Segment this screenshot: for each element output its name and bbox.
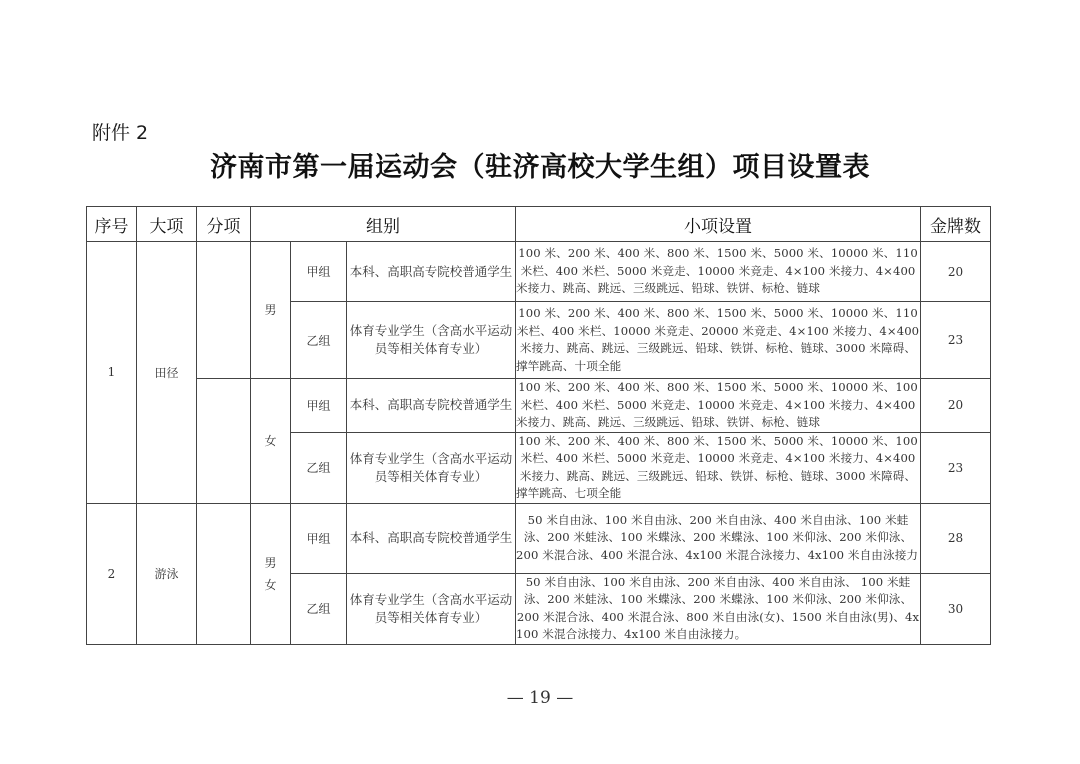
table-row	[87, 379, 991, 433]
event-list: 100 米、200 米、400 米、800 米、1500 米、5000 米、10000 米、110 米栏、400 米栏、10000 米竞走、20000 米竞走、4×100 米接力、4×400 米接力、跳高、跳远、三级跳远、铅球、铁饼、标枪、链球、3000 米障碍、撑竿跳高、十项全能	[516, 302, 921, 379]
group-desc: 体育专业学生（含高水平运动员等相关体育专业）	[347, 432, 516, 503]
event-list: 100 米、200 米、400 米、800 米、1500 米、5000 米、10000 米、100 米栏、400 米栏、5000 米竞走、10000 米竞走、4×100 米接力、4×400 米接力、跳高、跳远、三级跳远、铅球、铁饼、标枪、链球、3000 米障碍、撑竿跳高、七项全能	[516, 432, 921, 503]
sport-name: 田径	[137, 242, 197, 504]
gender-label: 女	[264, 433, 277, 448]
group-desc: 本科、高职高专院校普通学生	[347, 379, 516, 433]
sport-name: 游泳	[137, 503, 197, 644]
gender-label: 男	[264, 303, 277, 317]
sub-item-cell	[197, 242, 251, 379]
table-row	[87, 242, 991, 302]
group-cell: 甲组	[291, 379, 347, 433]
gold-count: 30	[921, 573, 991, 644]
event-settings-table	[86, 206, 991, 645]
header-major: 大项	[137, 207, 197, 242]
gold-count: 20	[921, 379, 991, 433]
group-cell: 乙组	[291, 302, 347, 379]
event-list: 50 米自由泳、100 米自由泳、200 米自由泳、400 米自由泳、 100 米蛙泳、200 米蛙泳、100 米蝶泳、200 米蝶泳、100 米仰泳、200 米仰泳、200 米混合泳、400 米混合泳、800 米自由泳(女)、1500 米自由泳(男)、4x 100 米混合泳接力、4x100 米自由泳接力。	[516, 573, 921, 644]
event-list: 100 米、200 米、400 米、800 米、1500 米、5000 米、10000 米、110 米栏、400 米栏、5000 米竞走、10000 米竞走、4×100 米接力、4×400 米接力、跳高、跳远、三级跳远、铅球、铁饼、标枪、链球	[516, 242, 921, 302]
group-desc: 体育专业学生（含高水平运动员等相关体育专业）	[347, 302, 516, 379]
gender-cell	[251, 242, 291, 379]
gender-cell	[251, 503, 291, 644]
sport-index: 2	[87, 503, 137, 644]
attachment-label: 附件 2	[92, 122, 149, 144]
document-title: 济南市第一届运动会（驻济高校大学生组）项目设置表	[210, 152, 870, 183]
sport-index: 1	[87, 242, 137, 504]
page-number: — 19 —	[506, 688, 574, 708]
header-events: 小项设置	[516, 207, 921, 242]
group-desc: 体育专业学生（含高水平运动员等相关体育专业）	[347, 573, 516, 644]
group-cell: 乙组	[291, 432, 347, 503]
header-gold: 金牌数	[921, 207, 991, 242]
sub-item-cell	[197, 503, 251, 644]
group-cell: 甲组	[291, 503, 347, 573]
table-row	[87, 503, 991, 573]
gold-count: 23	[921, 302, 991, 379]
group-desc: 本科、高职高专院校普通学生	[347, 503, 516, 573]
header-sub: 分项	[197, 207, 251, 242]
group-cell: 甲组	[291, 242, 347, 302]
gold-count: 23	[921, 432, 991, 503]
gender-cell	[251, 379, 291, 504]
gold-count: 20	[921, 242, 991, 302]
header-group: 组别	[251, 207, 516, 242]
gold-count: 28	[921, 503, 991, 573]
header-index: 序号	[87, 207, 137, 242]
event-list: 100 米、200 米、400 米、800 米、1500 米、5000 米、10000 米、100 米栏、400 米栏、5000 米竞走、10000 米竞走、4×100 米接力、4×400 米接力、跳高、跳远、三级跳远、铅球、铁饼、标枪、链球	[516, 379, 921, 433]
table-header-row	[87, 207, 991, 242]
group-cell: 乙组	[291, 573, 347, 644]
group-desc: 本科、高职高专院校普通学生	[347, 242, 516, 302]
sub-item-cell	[197, 379, 251, 504]
event-list: 50 米自由泳、100 米自由泳、200 米自由泳、400 米自由泳、100 米蛙泳、200 米蛙泳、100 米蝶泳、200 米蝶泳、100 米仰泳、200 米仰泳、200 米混合泳、400 米混合泳、4x100 米混合泳接力、4x100 米自由泳接力	[516, 503, 921, 573]
gender-label: 男女	[264, 555, 277, 592]
